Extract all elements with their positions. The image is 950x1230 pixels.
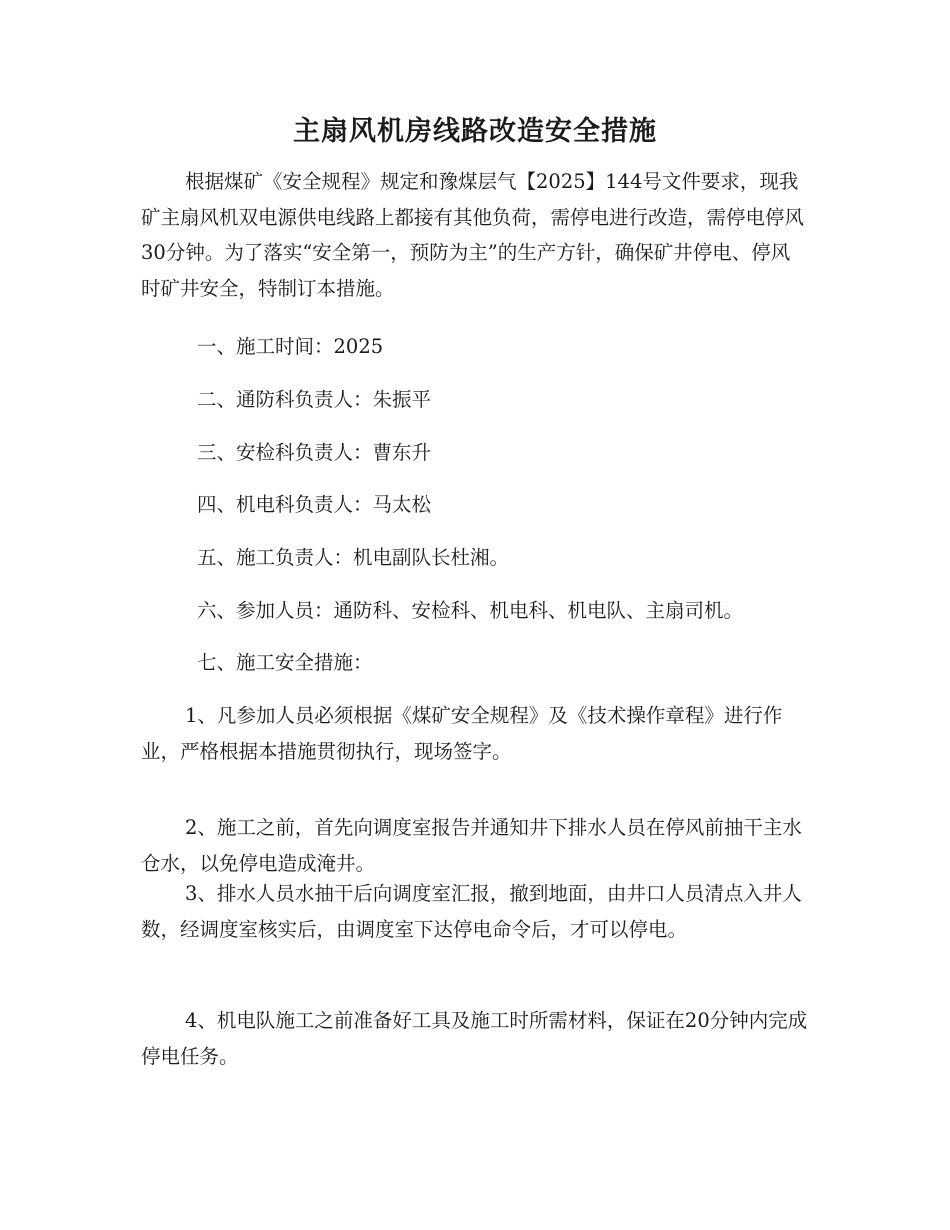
item-safety-lead: 三、安检科负责人：曹东升 [197, 441, 432, 464]
measure-paragraph-4: 4、机电队施工之前准备好工具及施工时所需材料，保证在20分钟内完成停电任务。 [141, 1009, 808, 1068]
item-construction-time: 一、施工时间：2025 [197, 335, 384, 358]
document-title: 主扇风机房线路改造安全措施 [293, 116, 657, 147]
item-ventilation-lead: 二、通防科负责人：朱振平 [197, 388, 432, 411]
item-participants: 六、参加人员：通防科、安检科、机电科、机电队、主扇司机。 [197, 599, 744, 622]
item-electromechanical-lead: 四、机电科负责人：马太松 [197, 493, 432, 516]
intro-paragraph: 根据煤矿《安全规程》规定和豫煤层气【2025】144号文件要求，现我矿主扇风机双电源供电线路上都接有其他负荷，需停电进行改造，需停电停风30分钟。为了落实“安全第一，预防为主”的生产方针，确保矿井停电、停风时矿井安全，特制订本措施。 [141, 170, 805, 300]
measure-paragraph-3: 3、排水人员水抽干后向调度室汇报，撤到地面，由井口人员清点入井人数，经调度室核实后，由调度室下达停电命令后，才可以停电。 [141, 882, 802, 941]
item-safety-measures-heading: 七、施工安全措施： [197, 651, 373, 674]
measure-paragraph-1: 1、凡参加人员必须根据《煤矿安全规程》及《技术操作章程》进行作业，严格根据本措施贯彻执行，现场签字。 [141, 704, 783, 763]
item-construction-lead: 五、施工负责人：机电副队长杜湘。 [197, 546, 510, 569]
measure-paragraph-2: 2、施工之前，首先向调度室报告并通知井下排水人员在停风前抽干主水仓水，以免停电造成淹井。 [141, 816, 802, 875]
